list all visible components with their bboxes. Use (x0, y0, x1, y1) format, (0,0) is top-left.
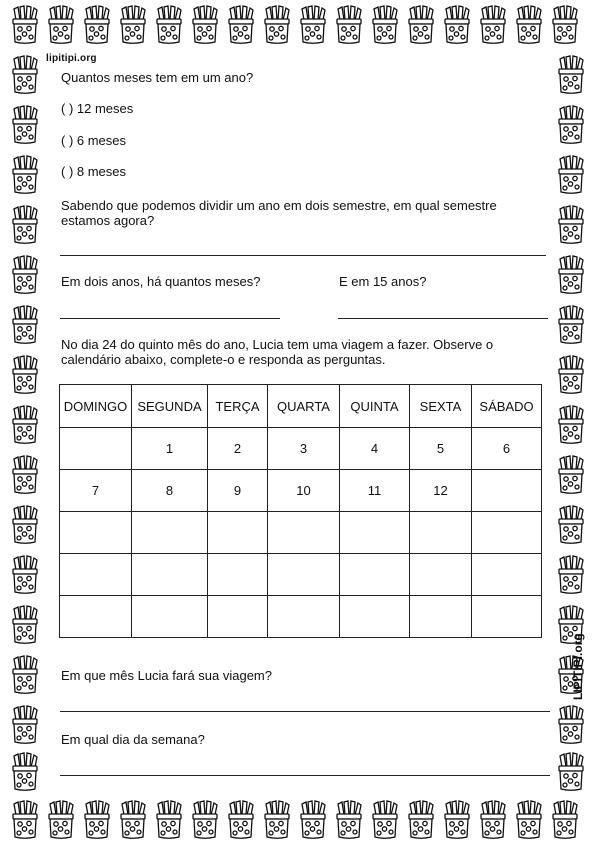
pencil-cup-icon (115, 800, 151, 840)
calendar-day-cell (410, 512, 472, 554)
pencil-cup-icon (553, 555, 589, 595)
calendar-day-cell: 11 (340, 470, 410, 512)
pencil-cup-icon (7, 155, 43, 195)
calendar-day-cell: 1 (132, 428, 208, 470)
pencil-cup-icon (7, 605, 43, 645)
pencil-cup-icon (151, 5, 187, 45)
calendar-day-cell (472, 512, 542, 554)
pencil-cup-icon (553, 705, 589, 745)
pencil-cup-icon (475, 800, 511, 840)
pencil-cup-icon (553, 255, 589, 295)
option-12-months: ( ) 12 meses (61, 101, 134, 116)
pencil-cup-icon (553, 405, 589, 445)
calendar-day-cell: 6 (472, 428, 542, 470)
question-semester-line1: Sabendo que podemos dividir um ano em dois semestre, em qual semestre (61, 198, 497, 213)
pencil-cup-icon (223, 5, 259, 45)
calendar-week-row (60, 554, 542, 596)
calendar-intro-line2: calendário abaixo, complete-o e responda as perguntas. (61, 352, 386, 367)
calendar-day-cell (472, 596, 542, 638)
option-8-months: ( ) 8 meses (61, 164, 127, 179)
answer-line-two-years (60, 318, 280, 319)
calendar-header-row (60, 385, 542, 428)
calendar-day-cell (268, 554, 340, 596)
weekday-header: SEGUNDA (132, 385, 208, 428)
pencil-cup-icon (547, 5, 583, 45)
question-fifteen-years: E em 15 anos? (339, 274, 427, 289)
calendar-day-cell: 2 (208, 428, 268, 470)
answer-line-semester (60, 255, 546, 256)
calendar-intro-line1: No dia 24 do quinto mês do ano, Lucia tem uma viagem a fazer. Observe o (61, 337, 494, 352)
pencil-cup-icon (331, 800, 367, 840)
calendar-day-cell (132, 554, 208, 596)
answer-line-travel-month (60, 711, 550, 712)
pencil-cup-icon (151, 800, 187, 840)
pencil-cup-icon (511, 800, 547, 840)
weekday-header: QUINTA (340, 385, 410, 428)
pencil-cup-icon (367, 5, 403, 45)
pencil-cup-icon (553, 305, 589, 345)
pencil-cup-icon (79, 800, 115, 840)
brand-logo-small: lipitipi.org (46, 53, 97, 64)
calendar-day-cell (472, 470, 542, 512)
calendar-week-row (60, 428, 542, 470)
pencil-cup-icon (115, 5, 151, 45)
pencil-cup-icon (7, 705, 43, 745)
calendar-day-cell: 5 (410, 428, 472, 470)
option-6-months: ( ) 6 meses (61, 133, 127, 148)
question-two-years: Em dois anos, há quantos meses? (61, 274, 261, 289)
calendar-day-cell (472, 554, 542, 596)
pencil-cup-icon (7, 800, 43, 840)
pencil-cup-icon (79, 5, 115, 45)
pencil-cup-icon (553, 105, 589, 145)
weekday-header: SEXTA (410, 385, 472, 428)
pencil-cup-icon (7, 752, 43, 792)
pencil-cup-icon (43, 5, 79, 45)
pencil-cup-icon (7, 505, 43, 545)
calendar-day-cell (60, 428, 132, 470)
calendar-week-row (60, 470, 542, 512)
answer-line-fifteen-years (338, 318, 548, 319)
pencil-cup-icon (259, 5, 295, 45)
pencil-cup-icon (187, 5, 223, 45)
calendar-day-cell (132, 596, 208, 638)
pencil-cup-icon (331, 5, 367, 45)
pencil-cup-icon (547, 800, 583, 840)
pencil-cup-icon (553, 455, 589, 495)
pencil-cup-icon (439, 800, 475, 840)
calendar-day-cell (268, 596, 340, 638)
pencil-cup-icon (43, 800, 79, 840)
calendar-day-cell (60, 512, 132, 554)
pencil-cup-icon (295, 5, 331, 45)
calendar-day-cell (410, 554, 472, 596)
question-semester-line2: estamos agora? (61, 213, 155, 228)
pencil-cup-icon (403, 5, 439, 45)
pencil-cup-icon (403, 800, 439, 840)
pencil-cup-icon (187, 800, 223, 840)
pencil-cup-icon (7, 655, 43, 695)
question-travel-month: Em que mês Lucia fará sua viagem? (61, 668, 272, 683)
calendar-day-cell (60, 554, 132, 596)
pencil-cup-icon (553, 205, 589, 245)
calendar-day-cell (340, 512, 410, 554)
pencil-cup-icon (475, 5, 511, 45)
calendar-day-cell: 4 (340, 428, 410, 470)
question-travel-weekday: Em qual dia da semana? (61, 732, 205, 747)
weekday-header: DOMINGO (60, 385, 132, 428)
pencil-cup-icon (511, 5, 547, 45)
pencil-cup-icon (7, 555, 43, 595)
pencil-cup-icon (7, 405, 43, 445)
calendar-day-cell (208, 554, 268, 596)
pencil-cup-icon (7, 255, 43, 295)
calendar-day-cell: 10 (268, 470, 340, 512)
pencil-cup-icon (7, 305, 43, 345)
pencil-cup-icon (439, 5, 475, 45)
question-months-in-year: Quantos meses tem em um ano? (61, 70, 254, 85)
brand-logo-vertical: LIPITIPI.org (571, 633, 585, 700)
calendar-day-cell (60, 596, 132, 638)
calendar-day-cell (340, 554, 410, 596)
pencil-cup-icon (553, 55, 589, 95)
calendar-day-cell (208, 596, 268, 638)
calendar-day-cell (268, 512, 340, 554)
pencil-cup-icon (367, 800, 403, 840)
calendar-week-row (60, 512, 542, 554)
pencil-cup-icon (7, 105, 43, 145)
weekday-header: SÁBADO (472, 385, 542, 428)
answer-line-travel-weekday (60, 775, 550, 776)
pencil-cup-icon (553, 752, 589, 792)
calendar-day-cell (410, 596, 472, 638)
pencil-cup-icon (223, 800, 259, 840)
calendar-day-cell (208, 512, 268, 554)
pencil-cup-icon (295, 800, 331, 840)
calendar-day-cell: 8 (132, 470, 208, 512)
calendar-day-cell: 3 (268, 428, 340, 470)
pencil-cup-icon (7, 355, 43, 395)
pencil-cup-icon (7, 55, 43, 95)
calendar-day-cell (132, 512, 208, 554)
pencil-cup-icon (553, 505, 589, 545)
pencil-cup-icon (7, 455, 43, 495)
calendar-day-cell: 9 (208, 470, 268, 512)
pencil-cup-icon (553, 155, 589, 195)
pencil-cup-icon (7, 5, 43, 45)
calendar-week-row (60, 596, 542, 638)
pencil-cup-icon (7, 205, 43, 245)
calendar-day-cell: 12 (410, 470, 472, 512)
calendar-table (59, 384, 542, 638)
calendar-day-cell: 7 (60, 470, 132, 512)
calendar-day-cell (340, 596, 410, 638)
pencil-cup-icon (553, 355, 589, 395)
weekday-header: TERÇA (208, 385, 268, 428)
pencil-cup-icon (259, 800, 295, 840)
weekday-header: QUARTA (268, 385, 340, 428)
